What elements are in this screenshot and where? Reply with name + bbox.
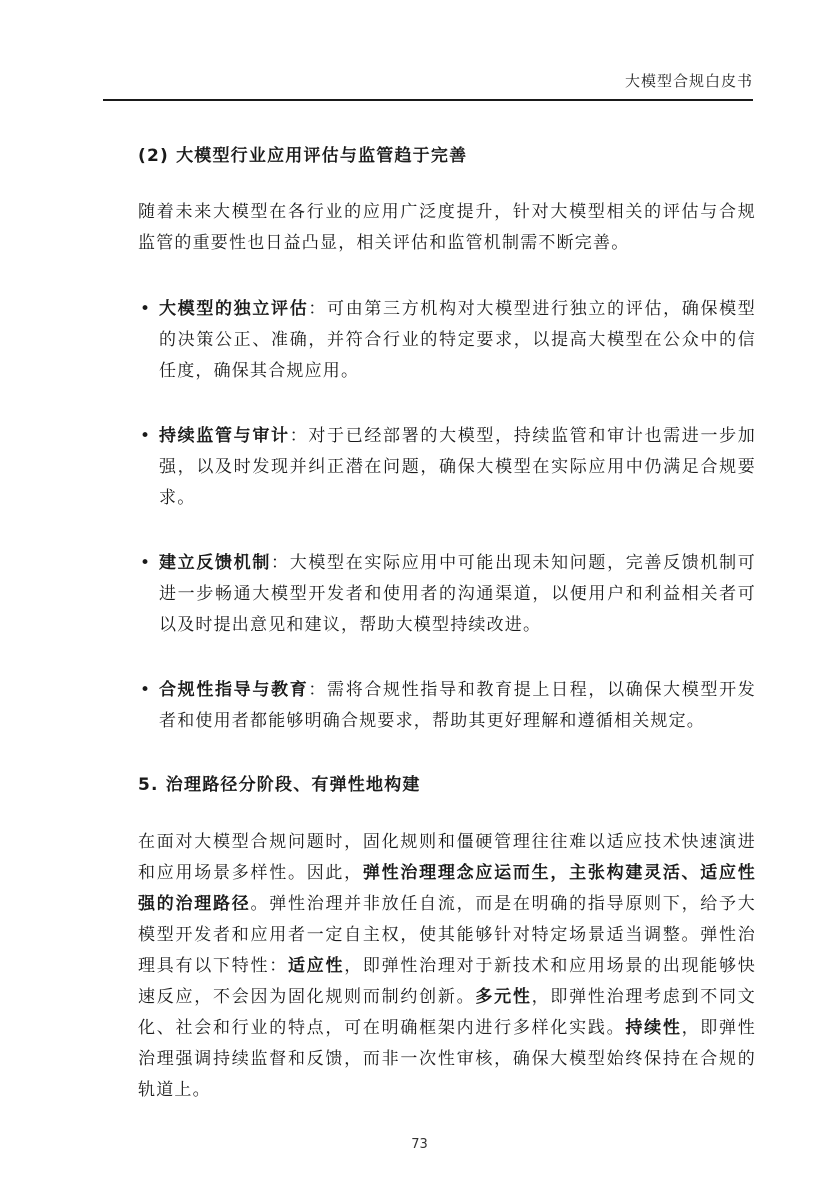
bullet-term: 建立反馈机制 xyxy=(159,553,272,573)
paragraph-run-bold: 持续性 xyxy=(625,1018,682,1038)
bullet-dot-icon: • xyxy=(140,426,152,446)
paragraph-run: 在面对大模型合规问题时，固化规则和僵硬管理往往难以适应技术快速演进和应用场景多样性。因此， xyxy=(138,832,756,883)
bullet-text: 对于已经部署的大模型，持续监管和审计也需进一步加强，以及时发现并纠正潜在问题，确保大模型在实际应用中仍满足合规要求。 xyxy=(159,426,756,508)
paragraph-run-bold: 适应性 xyxy=(287,956,345,976)
paragraph-run: 。弹性治理并非放任自流，而是在明确的指导原则下，给予大模型开发者和应用者一定自主权，使其能够针对特定场景适当调整。弹性治理具有以下特性： xyxy=(138,894,756,976)
bullet-dot-icon: • xyxy=(140,553,152,573)
bullet-text: 需将合规性指导和教育提上日程，以确保大模型开发者和使用者都能够明确合规要求，帮助其更好理解和遵循相关规定。 xyxy=(159,680,756,731)
bullet-item xyxy=(138,421,756,514)
bullet-term: 合规性指导与教育 xyxy=(159,680,309,700)
bullet-item xyxy=(138,294,756,387)
bullet-text: 大模型在实际应用中可能出现未知问题，完善反馈机制可进一步畅通大模型开发者和使用者的沟通渠道，以便用户和利益相关者可以及时提出意见和建议，帮助大模型持续改进。 xyxy=(159,553,757,635)
bullet-separator: ： xyxy=(308,680,328,700)
bullet-separator: ： xyxy=(289,426,309,446)
paragraph-run-bold: 多元性 xyxy=(475,987,532,1007)
paragraph-run: ，即弹性治理对于新技术和应用场景的出现能够快速反应，不会因为固化规则而制约创新。 xyxy=(138,956,756,1007)
paragraph-run: ，即弹性治理强调持续监督和反馈，而非一次性审核，确保大模型始终保持在合规的轨道上。 xyxy=(138,1018,756,1100)
section-heading: 5. 治理路径分阶段、有弹性地构建 xyxy=(138,775,421,795)
running-header-title: 大模型合规白皮书 xyxy=(624,72,753,90)
bullet-item xyxy=(138,675,756,737)
page-content xyxy=(138,141,756,1106)
body-paragraph xyxy=(138,827,756,1106)
bullet-text: 可由第三方机构对大模型进行独立的评估，确保模型的决策公正、准确，并符合行业的特定要求，以提高大模型在公众中的信任度，确保其合规应用。 xyxy=(159,299,756,381)
bullet-dot-icon: • xyxy=(140,680,152,700)
subsection-heading: (2) 大模型行业应用评估与监管趋于完善 xyxy=(138,146,468,166)
header-rule xyxy=(103,99,753,101)
bullet-term: 持续监管与审计 xyxy=(159,426,290,446)
bullet-separator: ： xyxy=(308,299,328,319)
paragraph-run: ，即弹性治理考虑到不同文化、社会和行业的特点，可在明确框架内进行多样化实践。 xyxy=(138,987,756,1038)
paragraph-run-bold: 弹性治理理念应运而生，主张构建灵活、适应性强的治理路径 xyxy=(138,863,756,914)
bullet-dot-icon: • xyxy=(140,299,152,319)
bullet-separator: ： xyxy=(271,553,290,573)
bullet-item xyxy=(138,548,756,641)
page-number: 73 xyxy=(411,1137,428,1152)
bullet-list xyxy=(138,294,756,737)
intro-paragraph: 随着未来大模型在各行业的应用广泛度提升，针对大模型相关的评估与合规监管的重要性也日益凸显，相关评估和监管机制需不断完善。 xyxy=(138,202,756,253)
bullet-term: 大模型的独立评估 xyxy=(159,299,309,319)
